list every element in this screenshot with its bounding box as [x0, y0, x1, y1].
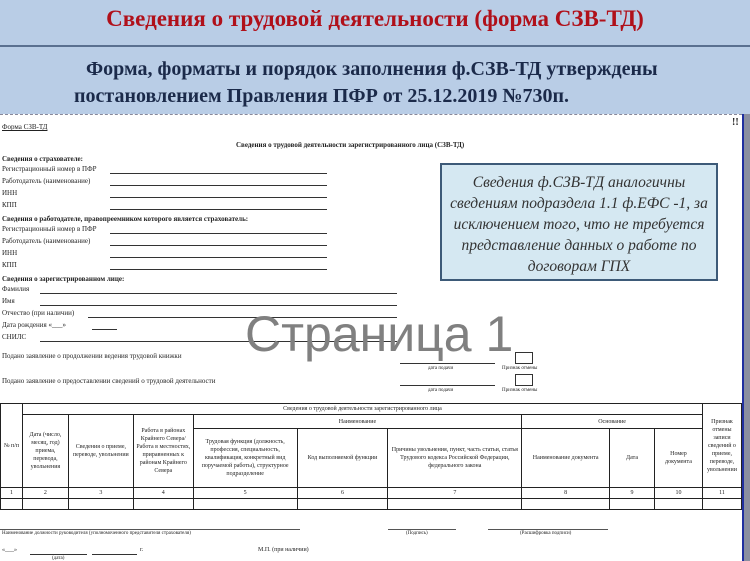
- col-header: Причины увольнения, пункт, часть статьи, статья Трудового кодекса Российской Федерации, федерального закона: [388, 429, 522, 488]
- employment-table: [0, 403, 742, 510]
- col-header: Сведения о приеме, переводе, увольнении: [68, 415, 133, 488]
- date-line: «___»: [2, 547, 17, 553]
- naim-header: Наименование: [193, 415, 521, 429]
- table-cell[interactable]: [610, 499, 655, 510]
- field-line[interactable]: [110, 257, 327, 258]
- col-header: Работа в районах Крайнего Севера/Работа в местностях, приравненных к районам Крайнего Севера: [133, 415, 193, 488]
- table-cell[interactable]: [68, 499, 133, 510]
- slide-title: Сведения о трудовой деятельности (форма СЗВ-ТД): [106, 6, 644, 31]
- field-line[interactable]: [110, 185, 327, 186]
- col-header: Дата (число, месяц, год) приема, перевода, увольнения: [22, 415, 68, 488]
- field-label: ИНН: [2, 189, 18, 197]
- marker: !!: [732, 117, 739, 128]
- col-number: 3: [68, 488, 133, 499]
- number-row: [1, 488, 742, 499]
- col-header: Дата: [610, 429, 655, 488]
- form-heading: Сведения о трудовой деятельности зарегистрированного лица (СЗВ-ТД): [236, 141, 465, 149]
- cancel-label-1: Признак отмены: [502, 366, 538, 371]
- col-number: 8: [522, 488, 610, 499]
- table-cell[interactable]: [22, 499, 68, 510]
- col-header: Наименование документа: [522, 429, 610, 488]
- col-number: 2: [22, 488, 68, 499]
- col-header: Номер документа: [654, 429, 702, 488]
- col-number: 5: [193, 488, 297, 499]
- cancel-checkbox-2[interactable]: [515, 374, 533, 386]
- table-cell[interactable]: [388, 499, 522, 510]
- form-label: Форма СЗВ-ТД: [2, 123, 48, 131]
- note-callout: Сведения ф.СЗВ-ТД аналогичны сведениям подраздела 1.1 ф.ЕФС -1, за исключением того, что не требуется представление данных о работе по договорам ГПХ: [440, 163, 718, 281]
- col-number: 1: [1, 488, 23, 499]
- table-cell[interactable]: [702, 499, 741, 510]
- cancel-label-2: Признак отмены: [502, 388, 538, 393]
- subtitle-line-2: постановлением Правления ПФР от 25.12.2019 №730п.: [74, 85, 569, 107]
- col-number: 4: [133, 488, 193, 499]
- cancel-checkbox-1[interactable]: [515, 352, 533, 364]
- sign-position: Наименование должности руководителя (уполномоченного представителя страхователя): [2, 531, 191, 536]
- field-label: КПП: [2, 201, 17, 209]
- col-header: Признак отмены записи сведений о приеме, переводе, увольнении: [702, 404, 741, 488]
- field-label: Регистрационный номер в ПФР: [2, 225, 97, 233]
- field-line[interactable]: [110, 209, 327, 210]
- field-line[interactable]: [110, 197, 327, 198]
- year-suffix: г.: [140, 547, 144, 553]
- col-number: 7: [388, 488, 522, 499]
- group-header: Сведения о трудовой деятельности зарегистрированного лица: [22, 404, 702, 415]
- person-section: Сведения о зарегистрированном лице:: [2, 275, 125, 283]
- table-cell[interactable]: [522, 499, 610, 510]
- application-2: Подано заявление о предоставлении сведений о трудовой деятельности: [2, 377, 216, 385]
- osnov-header: Основание: [522, 415, 703, 429]
- col-header: № п/п: [1, 404, 23, 488]
- date-label-1: дата подачи: [428, 366, 454, 371]
- field-label: Дата рождения «___»: [2, 321, 66, 329]
- field-label: Регистрационный номер в ПФР: [2, 165, 97, 173]
- sign-signature: (Подпись): [406, 531, 428, 536]
- application-1: Подано заявление о продолжении ведения трудовой книжки: [2, 352, 182, 360]
- col-header: Код выполняемой функции: [297, 429, 388, 488]
- field-line[interactable]: [110, 245, 327, 246]
- col-number: 6: [297, 488, 388, 499]
- table-cell[interactable]: [193, 499, 297, 510]
- field-label: СНИЛС: [2, 333, 27, 341]
- field-line[interactable]: [92, 329, 117, 330]
- title-divider: [0, 45, 750, 47]
- window-edge: [742, 114, 750, 561]
- field-label: ИНН: [2, 249, 18, 257]
- col-number: 11: [702, 488, 741, 499]
- subtitle-line-1: Форма, форматы и порядок заполнения ф.СЗВ-ТД утверждены: [86, 58, 658, 80]
- field-line[interactable]: [40, 293, 397, 294]
- successor-section: Сведения о работодателе, правопреемником которого является страхователь:: [2, 215, 249, 223]
- field-line[interactable]: [110, 269, 327, 270]
- date-caption: (дата): [52, 556, 65, 561]
- table-cell[interactable]: [297, 499, 388, 510]
- field-line[interactable]: [110, 233, 327, 234]
- table-row: [1, 499, 742, 510]
- field-label: КПП: [2, 261, 17, 269]
- col-number: 9: [610, 488, 655, 499]
- field-label: Работодатель (наименование): [2, 177, 91, 185]
- table-cell[interactable]: [1, 499, 23, 510]
- stamp-label: М.П. (при наличии): [258, 547, 309, 553]
- field-line[interactable]: [110, 173, 327, 174]
- insurer-section: Сведения о страхователе:: [2, 155, 83, 163]
- table-cell[interactable]: [654, 499, 702, 510]
- page-watermark: Страница 1: [245, 306, 514, 362]
- table-cell[interactable]: [133, 499, 193, 510]
- col-number: 10: [654, 488, 702, 499]
- sign-decode: (Расшифровка подписи): [520, 531, 572, 536]
- field-label: Работодатель (наименование): [2, 237, 91, 245]
- field-label: Фамилия: [2, 285, 30, 293]
- date-label-2: дата подачи: [428, 388, 454, 393]
- field-label: Имя: [2, 297, 15, 305]
- col-header: Трудовая функция (должность, профессия, специальность, квалификация, конкретный вид поручаемой работы), структурное подразделение: [193, 429, 297, 488]
- field-label: Отчество (при наличии): [2, 309, 75, 317]
